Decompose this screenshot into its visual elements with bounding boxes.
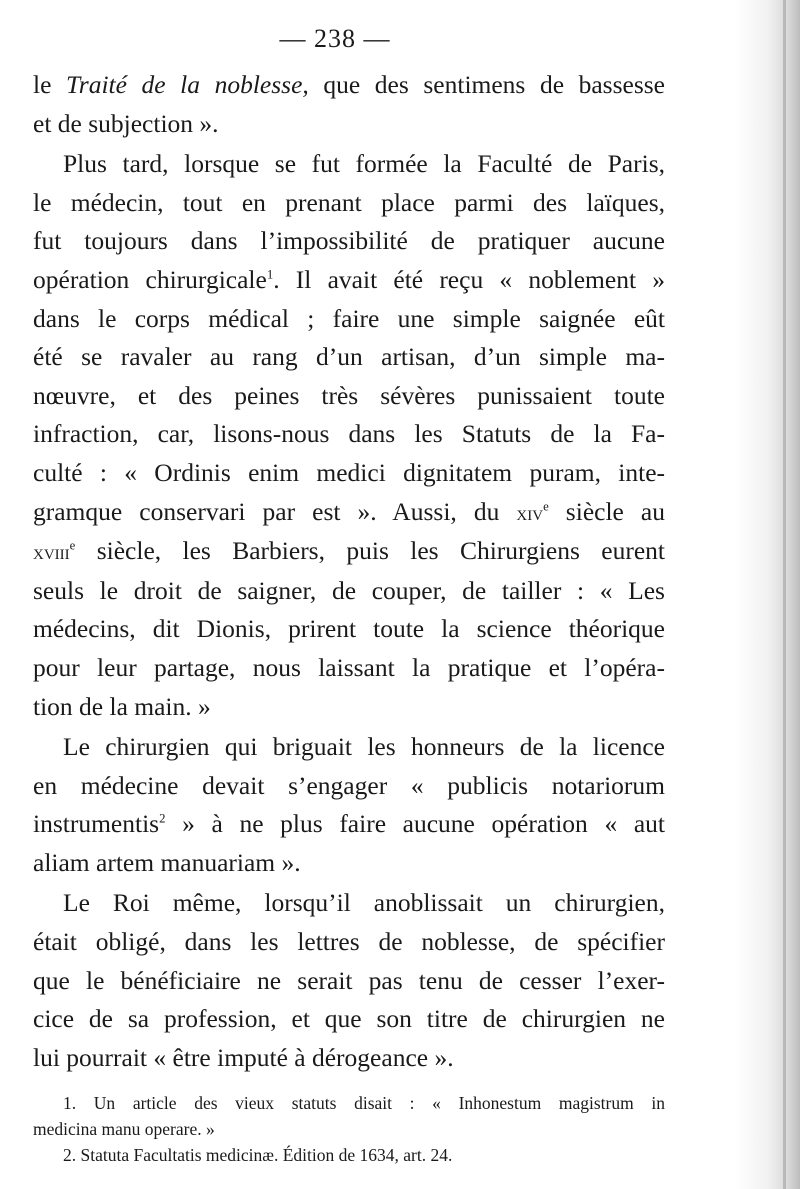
text-line: médecins, dit Dionis, prirent toute la science théorique bbox=[33, 614, 665, 644]
text-line: culté : « Ordinis enim medici dignitatem puram, inte- bbox=[33, 457, 665, 487]
text-line: était obligé, dans les lettres de noblesse, de spécifier bbox=[33, 927, 665, 957]
page-number: — 238 — bbox=[279, 24, 391, 53]
paragraph-start: Le chirurgien qui briguait les honneurs de la licence bbox=[63, 732, 665, 762]
text-line: le médecin, tout en prenant place parmi des laïques, bbox=[33, 187, 665, 217]
text-line: pour leur partage, nous laissant la pratique et l’opéra- bbox=[33, 652, 665, 682]
paragraph-start: Le Roi même, lorsqu’il anoblissait un chirurgien, bbox=[63, 888, 665, 918]
text-line: instrumentis$^2$ » à ne plus faire aucune opération « aut bbox=[33, 809, 665, 839]
text-line: aliam artem manuariam ». bbox=[33, 847, 301, 877]
text-line: le Traité de la noblesse, que des sentimens de bassesse bbox=[33, 70, 665, 99]
text-line: infraction, car, lisons-nous dans les Statuts de la Fa- bbox=[33, 419, 665, 449]
text-line: et de subjection ». bbox=[33, 108, 219, 138]
text-line: nœuvre, et des peines très sévères punissaient toute bbox=[33, 380, 665, 410]
text-line: lui pourrait « être imputé à dérogeance ». bbox=[33, 1042, 454, 1072]
binding-shadow bbox=[783, 0, 786, 1189]
text-line: que le bénéficiaire ne serait pas tenu de cesser l’exer- bbox=[33, 965, 665, 995]
italic-title: Traité de la noblesse, bbox=[66, 70, 309, 99]
text-line: xviii$^e$ siècle, les Barbiers, puis les Chirurgiens eurent bbox=[33, 536, 665, 566]
text-line: dans le corps médical ; faire une simple saignée eût bbox=[33, 303, 665, 333]
text-line: seuls le droit de saigner, de couper, de tailler : « Les bbox=[33, 575, 665, 605]
body-text bbox=[33, 66, 665, 1077]
text-line: opération chirurgicale$^1$. Il avait été reçu « noblement » bbox=[33, 264, 665, 294]
text-line: été se ravaler au rang d’un artisan, d’un simple ma- bbox=[33, 342, 665, 372]
text-line: tion de la main. » bbox=[33, 691, 211, 721]
footnote-2: 2. Statuta Facultatis medicinæ. Édition de 1634, art. 24. bbox=[63, 1145, 453, 1165]
text-line: cice de sa profession, et que son titre de chirurgien ne bbox=[33, 1004, 665, 1034]
footnote-ref: 2 bbox=[159, 811, 166, 826]
text-line: gramque conservari par est ». Aussi, du xiv$^e$ siècle au bbox=[33, 496, 665, 526]
footnotes bbox=[33, 1090, 665, 1168]
footnote-ref: 1 bbox=[266, 267, 274, 282]
paragraph-start: Plus tard, lorsque se fut formée la Faculté de Paris, bbox=[63, 149, 665, 179]
text-line: en médecine devait s’engager « publicis notariorum bbox=[33, 770, 665, 800]
footnote-1-cont: medicina manu operare. » bbox=[33, 1119, 215, 1139]
footnote-1: 1. Un article des vieux statuts disait : « Inhonestum magistrum in bbox=[63, 1093, 665, 1113]
text-line: fut toujours dans l’impossibilité de pratiquer aucune bbox=[33, 226, 665, 256]
